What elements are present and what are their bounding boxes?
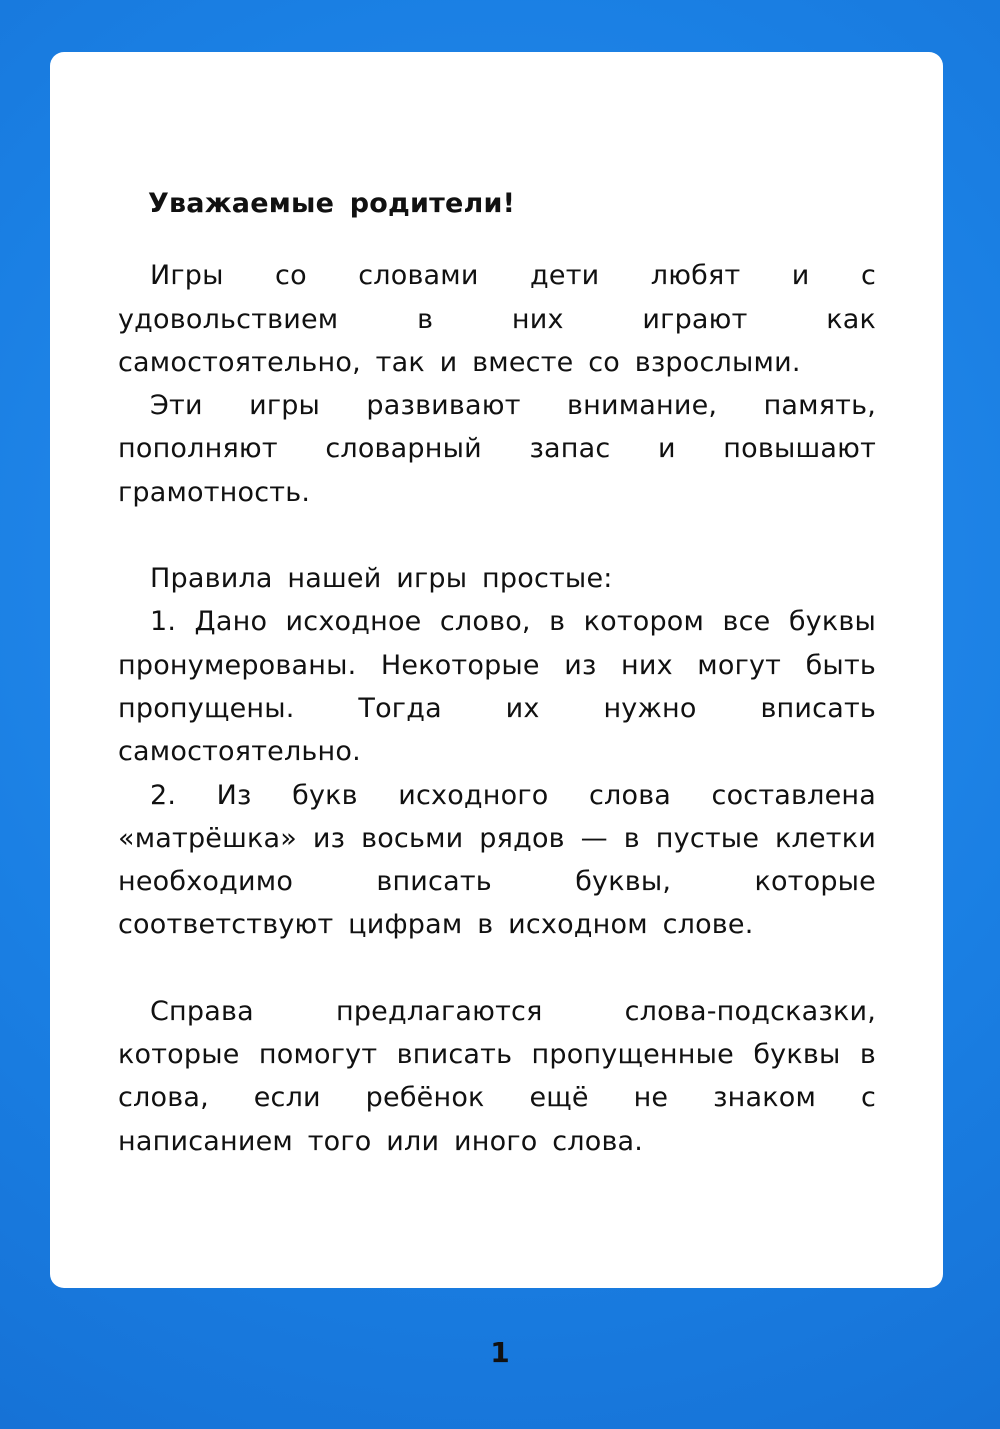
paragraph-intro: Игры со словами дети любят и с удовольствием в них играют как самостоятельно, так и вместе со взрослыми.: [118, 260, 876, 378]
paragraph-rule-1: 1. Дано исходное слово, в котором все буквы пронумерованы. Некоторые из них могут быть пропущены. Тогда их нужно вписать самостоятельно.: [118, 606, 876, 768]
page-heading: Уважаемые родители!: [148, 188, 516, 219]
page-number: 1: [490, 1336, 510, 1369]
document-body: [118, 182, 876, 1163]
paragraph-hints: Справа предлагаются слова-подсказки, которые помогут вписать пропущенные буквы в слова, если ребёнок ещё не знаком с написанием того или иного слова.: [118, 995, 876, 1157]
paragraph-rule-2: 2. Из букв исходного слова составлена «матрёшка» из восьми рядов — в пустые клетки необходимо вписать буквы, которые соответствуют цифрам в исходном слове.: [118, 779, 876, 941]
paragraph-rules-title: Правила нашей игры простые:: [150, 563, 613, 595]
spacer: [118, 947, 876, 990]
paragraph-benefits: Эти игры развивают внимание, память, пополняют словарный запас и повышают грамотность.: [118, 390, 876, 508]
spacer: [118, 514, 876, 557]
